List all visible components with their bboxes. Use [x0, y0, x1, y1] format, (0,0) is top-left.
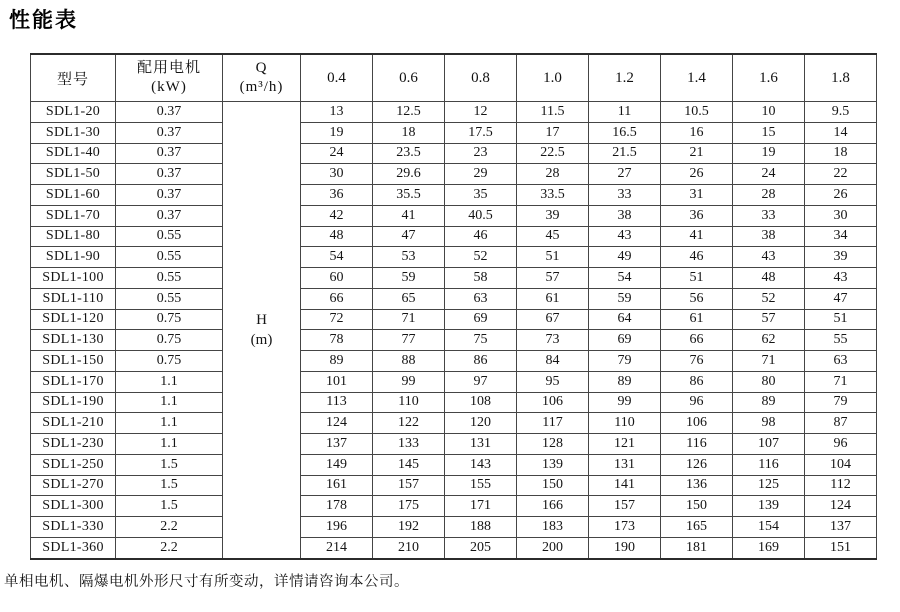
col-header-flow-label: Q: [255, 60, 268, 77]
col-header-q5: 1.2: [589, 54, 661, 102]
h-value-cell: 149: [301, 454, 373, 475]
h-value-cell: 131: [445, 434, 517, 455]
h-value-cell: 63: [445, 288, 517, 309]
h-value-cell: 178: [301, 496, 373, 517]
motor-kw-cell: 2.2: [116, 537, 223, 559]
h-value-cell: 29.6: [373, 164, 445, 185]
h-value-cell: 136: [661, 475, 733, 496]
h-value-cell: 80: [733, 371, 805, 392]
h-value-cell: 110: [373, 392, 445, 413]
h-value-cell: 16: [661, 122, 733, 143]
table-row: [31, 102, 877, 123]
h-value-cell: 139: [733, 496, 805, 517]
col-header-flow-unit: (m³/h): [239, 79, 284, 95]
h-value-cell: 49: [589, 247, 661, 268]
h-value-cell: 54: [301, 247, 373, 268]
h-value-cell: 96: [661, 392, 733, 413]
h-value-cell: 33: [589, 185, 661, 206]
head-unit-cell: [223, 102, 301, 560]
h-value-cell: 12: [445, 102, 517, 123]
h-value-cell: 24: [733, 164, 805, 185]
model-cell: SDL1-300: [31, 496, 116, 517]
h-value-cell: 26: [805, 185, 877, 206]
h-value-cell: 14: [805, 122, 877, 143]
model-cell: SDL1-250: [31, 454, 116, 475]
col-header-q4: 1.0: [517, 54, 589, 102]
h-value-cell: 73: [517, 330, 589, 351]
h-value-cell: 9.5: [805, 102, 877, 123]
h-value-cell: 141: [589, 475, 661, 496]
motor-kw-cell: 0.37: [116, 164, 223, 185]
motor-kw-cell: 0.37: [116, 102, 223, 123]
h-value-cell: 69: [589, 330, 661, 351]
model-cell: SDL1-130: [31, 330, 116, 351]
h-value-cell: 112: [805, 475, 877, 496]
col-header-q8: 1.8: [805, 54, 877, 102]
h-value-cell: 96: [805, 434, 877, 455]
h-value-cell: 52: [733, 288, 805, 309]
table-row: [31, 537, 877, 559]
h-value-cell: 79: [805, 392, 877, 413]
h-value-cell: 71: [805, 371, 877, 392]
col-header-model: [31, 54, 116, 102]
motor-kw-cell: 1.1: [116, 413, 223, 434]
h-value-cell: 22.5: [517, 143, 589, 164]
h-value-cell: 42: [301, 205, 373, 226]
h-value-cell: 13: [301, 102, 373, 123]
h-value-cell: 97: [445, 371, 517, 392]
table-row: [31, 371, 877, 392]
h-value-cell: 51: [661, 268, 733, 289]
motor-kw-cell: 1.5: [116, 475, 223, 496]
h-value-cell: 57: [517, 268, 589, 289]
h-value-cell: 88: [373, 351, 445, 372]
h-value-cell: 12.5: [373, 102, 445, 123]
h-value-cell: 128: [517, 434, 589, 455]
h-value-cell: 16.5: [589, 122, 661, 143]
h-value-cell: 56: [661, 288, 733, 309]
motor-kw-cell: 1.5: [116, 454, 223, 475]
h-value-cell: 28: [517, 164, 589, 185]
h-value-cell: 192: [373, 517, 445, 538]
table-row: [31, 226, 877, 247]
head-unit-label: H: [256, 311, 267, 328]
h-value-cell: 36: [661, 205, 733, 226]
motor-kw-cell: 0.37: [116, 205, 223, 226]
h-value-cell: 47: [805, 288, 877, 309]
performance-table: [30, 53, 877, 560]
h-value-cell: 45: [517, 226, 589, 247]
h-value-cell: 33.5: [517, 185, 589, 206]
h-value-cell: 18: [805, 143, 877, 164]
h-value-cell: 65: [373, 288, 445, 309]
h-value-cell: 79: [589, 351, 661, 372]
motor-kw-cell: 0.37: [116, 122, 223, 143]
table-row: [31, 413, 877, 434]
h-value-cell: 151: [805, 537, 877, 559]
table-row: [31, 185, 877, 206]
model-cell: SDL1-170: [31, 371, 116, 392]
motor-kw-cell: 0.75: [116, 351, 223, 372]
h-value-cell: 188: [445, 517, 517, 538]
h-value-cell: 47: [373, 226, 445, 247]
h-value-cell: 169: [733, 537, 805, 559]
h-value-cell: 19: [733, 143, 805, 164]
h-value-cell: 18: [373, 122, 445, 143]
h-value-cell: 78: [301, 330, 373, 351]
h-value-cell: 126: [661, 454, 733, 475]
h-value-cell: 48: [733, 268, 805, 289]
model-cell: SDL1-190: [31, 392, 116, 413]
h-value-cell: 52: [445, 247, 517, 268]
motor-kw-cell: 0.75: [116, 330, 223, 351]
h-value-cell: 104: [805, 454, 877, 475]
h-value-cell: 106: [517, 392, 589, 413]
h-value-cell: 21: [661, 143, 733, 164]
h-value-cell: 145: [373, 454, 445, 475]
h-value-cell: 59: [589, 288, 661, 309]
table-row: [31, 288, 877, 309]
table-row: [31, 475, 877, 496]
h-value-cell: 86: [445, 351, 517, 372]
h-value-cell: 51: [517, 247, 589, 268]
h-value-cell: 125: [733, 475, 805, 496]
h-value-cell: 46: [445, 226, 517, 247]
table-row: [31, 330, 877, 351]
h-value-cell: 71: [373, 309, 445, 330]
h-value-cell: 24: [301, 143, 373, 164]
h-value-cell: 21.5: [589, 143, 661, 164]
h-value-cell: 173: [589, 517, 661, 538]
h-value-cell: 48: [301, 226, 373, 247]
h-value-cell: 106: [661, 413, 733, 434]
h-value-cell: 10: [733, 102, 805, 123]
col-header-model-label: 型号: [56, 71, 89, 88]
h-value-cell: 38: [589, 205, 661, 226]
h-value-cell: 214: [301, 537, 373, 559]
h-value-cell: 143: [445, 454, 517, 475]
h-value-cell: 59: [373, 268, 445, 289]
h-value-cell: 53: [373, 247, 445, 268]
h-value-cell: 157: [373, 475, 445, 496]
h-value-cell: 117: [517, 413, 589, 434]
h-value-cell: 35: [445, 185, 517, 206]
h-value-cell: 133: [373, 434, 445, 455]
h-value-cell: 139: [517, 454, 589, 475]
col-header-q2: 0.6: [373, 54, 445, 102]
h-value-cell: 89: [589, 371, 661, 392]
h-value-cell: 10.5: [661, 102, 733, 123]
h-value-cell: 150: [517, 475, 589, 496]
h-value-cell: 35.5: [373, 185, 445, 206]
h-value-cell: 34: [805, 226, 877, 247]
h-value-cell: 31: [661, 185, 733, 206]
h-value-cell: 137: [301, 434, 373, 455]
h-value-cell: 11: [589, 102, 661, 123]
model-cell: SDL1-40: [31, 143, 116, 164]
h-value-cell: 124: [805, 496, 877, 517]
h-value-cell: 86: [661, 371, 733, 392]
h-value-cell: 43: [805, 268, 877, 289]
h-value-cell: 89: [733, 392, 805, 413]
h-value-cell: 76: [661, 351, 733, 372]
h-value-cell: 63: [805, 351, 877, 372]
model-cell: SDL1-330: [31, 517, 116, 538]
table-body: [31, 102, 877, 560]
h-value-cell: 22: [805, 164, 877, 185]
h-value-cell: 17: [517, 122, 589, 143]
h-value-cell: 27: [589, 164, 661, 185]
h-value-cell: 29: [445, 164, 517, 185]
table-row: [31, 517, 877, 538]
h-value-cell: 154: [733, 517, 805, 538]
table-row: [31, 122, 877, 143]
h-value-cell: 166: [517, 496, 589, 517]
h-value-cell: 36: [301, 185, 373, 206]
model-cell: SDL1-30: [31, 122, 116, 143]
table-row: [31, 309, 877, 330]
h-value-cell: 61: [517, 288, 589, 309]
h-value-cell: 87: [805, 413, 877, 434]
col-header-motor: [116, 54, 223, 102]
h-value-cell: 196: [301, 517, 373, 538]
table-header: [31, 54, 877, 102]
h-value-cell: 17.5: [445, 122, 517, 143]
h-value-cell: 39: [805, 247, 877, 268]
table-row: [31, 164, 877, 185]
h-value-cell: 61: [661, 309, 733, 330]
h-value-cell: 122: [373, 413, 445, 434]
model-cell: SDL1-70: [31, 205, 116, 226]
h-value-cell: 67: [517, 309, 589, 330]
h-value-cell: 43: [733, 247, 805, 268]
motor-kw-cell: 1.1: [116, 371, 223, 392]
table-row: [31, 247, 877, 268]
col-header-q6: 1.4: [661, 54, 733, 102]
h-value-cell: 30: [805, 205, 877, 226]
col-header-motor-unit: (kW): [151, 79, 187, 95]
h-value-cell: 89: [301, 351, 373, 372]
model-cell: SDL1-20: [31, 102, 116, 123]
h-value-cell: 205: [445, 537, 517, 559]
h-value-cell: 120: [445, 413, 517, 434]
h-value-cell: 110: [589, 413, 661, 434]
h-value-cell: 15: [733, 122, 805, 143]
h-value-cell: 66: [301, 288, 373, 309]
h-value-cell: 116: [661, 434, 733, 455]
model-cell: SDL1-80: [31, 226, 116, 247]
motor-kw-cell: 2.2: [116, 517, 223, 538]
h-value-cell: 39: [517, 205, 589, 226]
h-value-cell: 75: [445, 330, 517, 351]
table-row: [31, 434, 877, 455]
h-value-cell: 33: [733, 205, 805, 226]
h-value-cell: 98: [733, 413, 805, 434]
h-value-cell: 26: [661, 164, 733, 185]
h-value-cell: 124: [301, 413, 373, 434]
h-value-cell: 54: [589, 268, 661, 289]
h-value-cell: 40.5: [445, 205, 517, 226]
h-value-cell: 23.5: [373, 143, 445, 164]
h-value-cell: 181: [661, 537, 733, 559]
h-value-cell: 51: [805, 309, 877, 330]
h-value-cell: 60: [301, 268, 373, 289]
h-value-cell: 183: [517, 517, 589, 538]
model-cell: SDL1-150: [31, 351, 116, 372]
motor-kw-cell: 0.37: [116, 185, 223, 206]
h-value-cell: 161: [301, 475, 373, 496]
motor-kw-cell: 0.55: [116, 247, 223, 268]
h-value-cell: 38: [733, 226, 805, 247]
h-value-cell: 41: [373, 205, 445, 226]
motor-kw-cell: 1.1: [116, 434, 223, 455]
motor-kw-cell: 0.55: [116, 226, 223, 247]
h-value-cell: 108: [445, 392, 517, 413]
col-header-q3: 0.8: [445, 54, 517, 102]
h-value-cell: 175: [373, 496, 445, 517]
h-value-cell: 69: [445, 309, 517, 330]
motor-kw-cell: 1.1: [116, 392, 223, 413]
model-cell: SDL1-100: [31, 268, 116, 289]
motor-kw-cell: 0.55: [116, 268, 223, 289]
header-row: [31, 54, 877, 102]
h-value-cell: 200: [517, 537, 589, 559]
h-value-cell: 19: [301, 122, 373, 143]
h-value-cell: 71: [733, 351, 805, 372]
h-value-cell: 95: [517, 371, 589, 392]
h-value-cell: 116: [733, 454, 805, 475]
h-value-cell: 41: [661, 226, 733, 247]
h-value-cell: 23: [445, 143, 517, 164]
model-cell: SDL1-50: [31, 164, 116, 185]
col-header-q1: 0.4: [301, 54, 373, 102]
model-cell: SDL1-210: [31, 413, 116, 434]
table-row: [31, 392, 877, 413]
col-header-q7: 1.6: [733, 54, 805, 102]
h-value-cell: 121: [589, 434, 661, 455]
head-unit-unit: (m): [250, 332, 273, 348]
h-value-cell: 28: [733, 185, 805, 206]
motor-kw-cell: 0.75: [116, 309, 223, 330]
model-cell: SDL1-230: [31, 434, 116, 455]
h-value-cell: 99: [589, 392, 661, 413]
h-value-cell: 64: [589, 309, 661, 330]
table-row: [31, 496, 877, 517]
h-value-cell: 72: [301, 309, 373, 330]
h-value-cell: 99: [373, 371, 445, 392]
page-title: 性能表: [9, 9, 78, 32]
h-value-cell: 155: [445, 475, 517, 496]
footnote: 单相电机、隔爆电机外形尺寸有所变动，详情请咨询本公司。: [4, 574, 409, 590]
table-row: [31, 454, 877, 475]
h-value-cell: 55: [805, 330, 877, 351]
h-value-cell: 150: [661, 496, 733, 517]
model-cell: SDL1-360: [31, 537, 116, 559]
h-value-cell: 30: [301, 164, 373, 185]
h-value-cell: 66: [661, 330, 733, 351]
col-header-flow: [223, 54, 301, 102]
h-value-cell: 77: [373, 330, 445, 351]
h-value-cell: 210: [373, 537, 445, 559]
h-value-cell: 113: [301, 392, 373, 413]
h-value-cell: 190: [589, 537, 661, 559]
h-value-cell: 62: [733, 330, 805, 351]
model-cell: SDL1-60: [31, 185, 116, 206]
col-header-motor-label: 配用电机: [136, 60, 201, 77]
model-cell: SDL1-110: [31, 288, 116, 309]
motor-kw-cell: 0.37: [116, 143, 223, 164]
h-value-cell: 101: [301, 371, 373, 392]
h-value-cell: 57: [733, 309, 805, 330]
h-value-cell: 43: [589, 226, 661, 247]
table-row: [31, 351, 877, 372]
model-cell: SDL1-90: [31, 247, 116, 268]
h-value-cell: 157: [589, 496, 661, 517]
table-row: [31, 143, 877, 164]
motor-kw-cell: 0.55: [116, 288, 223, 309]
table-row: [31, 205, 877, 226]
h-value-cell: 46: [661, 247, 733, 268]
model-cell: SDL1-270: [31, 475, 116, 496]
h-value-cell: 137: [805, 517, 877, 538]
model-cell: SDL1-120: [31, 309, 116, 330]
h-value-cell: 11.5: [517, 102, 589, 123]
h-value-cell: 107: [733, 434, 805, 455]
h-value-cell: 58: [445, 268, 517, 289]
h-value-cell: 165: [661, 517, 733, 538]
h-value-cell: 131: [589, 454, 661, 475]
motor-kw-cell: 1.5: [116, 496, 223, 517]
h-value-cell: 84: [517, 351, 589, 372]
h-value-cell: 171: [445, 496, 517, 517]
table-row: [31, 268, 877, 289]
